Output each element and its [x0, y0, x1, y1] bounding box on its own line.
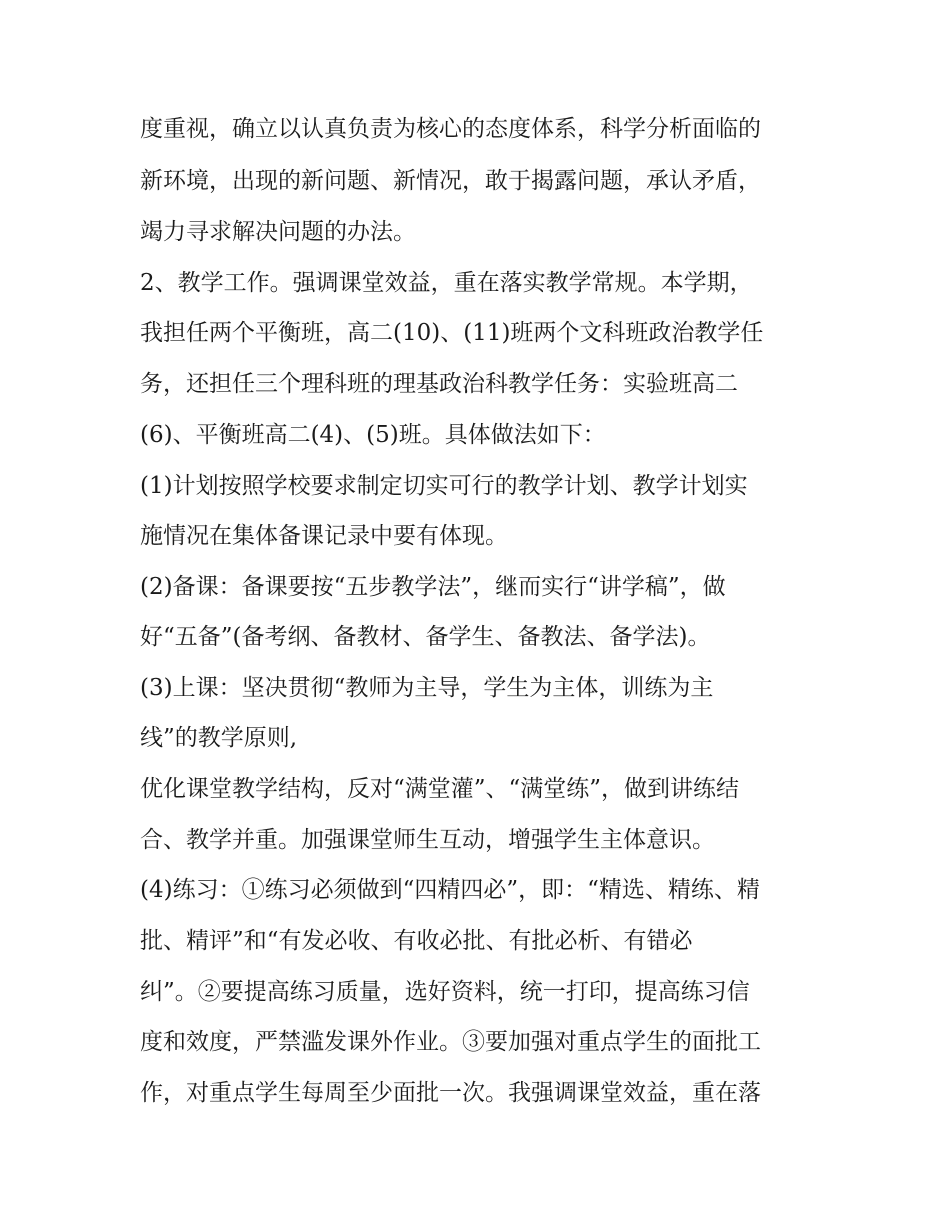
paragraph-line: 批、精评”和“有发必收、有收必批、有批必析、有错必	[140, 928, 693, 954]
paragraph-line: 2、教学工作。强调课堂效益，重在落实教学常规。本学期，	[140, 270, 753, 296]
paragraph-line: (4)练习：①练习必须做到“四精四必”，即：“精选、精练、精	[140, 877, 760, 903]
paragraph-line: (2)备课：备课要按“五步教学法”，继而实行“讲学稿”，做	[140, 574, 726, 600]
paragraph-line: 度和效度，严禁滥发课外作业。③要加强对重点学生的面批工	[140, 1029, 761, 1055]
paragraph-line: (3)上课：坚决贯彻“教师为主导，学生为主体，训练为主	[140, 675, 714, 701]
paragraph-line: 好“五备”(备考纲、备教材、备学生、备教法、备学法)。	[140, 624, 711, 650]
paragraph-line: 合、教学并重。加强课堂师生互动，增强学生主体意识。	[140, 827, 715, 853]
paragraph-line: 新环境，出现的新问题、新情况，敢于揭露问题，承认矛盾，	[140, 168, 761, 194]
paragraph-line: 作，对重点学生每周至少面批一次。我强调课堂效益，重在落	[140, 1080, 761, 1106]
paragraph-line: (1)计划按照学校要求制定切实可行的教学计划、教学计划实	[140, 473, 748, 499]
paragraph-line: 务，还担任三个理科班的理基政治科教学任务：实验班高二	[140, 371, 738, 397]
paragraph-line: 优化课堂教学结构，反对“满堂灌”、“满堂练”，做到讲练结	[140, 776, 740, 802]
paragraph-line: (6)、平衡班高二(4)、(5)班。具体做法如下：	[140, 422, 606, 448]
paragraph-line: 度重视，确立以认真负责为核心的态度体系，科学分析面临的	[140, 116, 761, 142]
paragraph-line: 施情况在集体备课记录中要有体现。	[140, 523, 508, 549]
paragraph-line: 我担任两个平衡班，高二(10)、(11)班两个文科班政治教学任	[140, 320, 764, 346]
paragraph-line: 纠”。②要提高练习质量，选好资料，统一打印，提高练习信	[140, 979, 750, 1005]
paragraph-line: 线”的教学原则,	[140, 725, 298, 751]
paragraph-line: 竭力寻求解决问题的办法。	[140, 219, 416, 245]
